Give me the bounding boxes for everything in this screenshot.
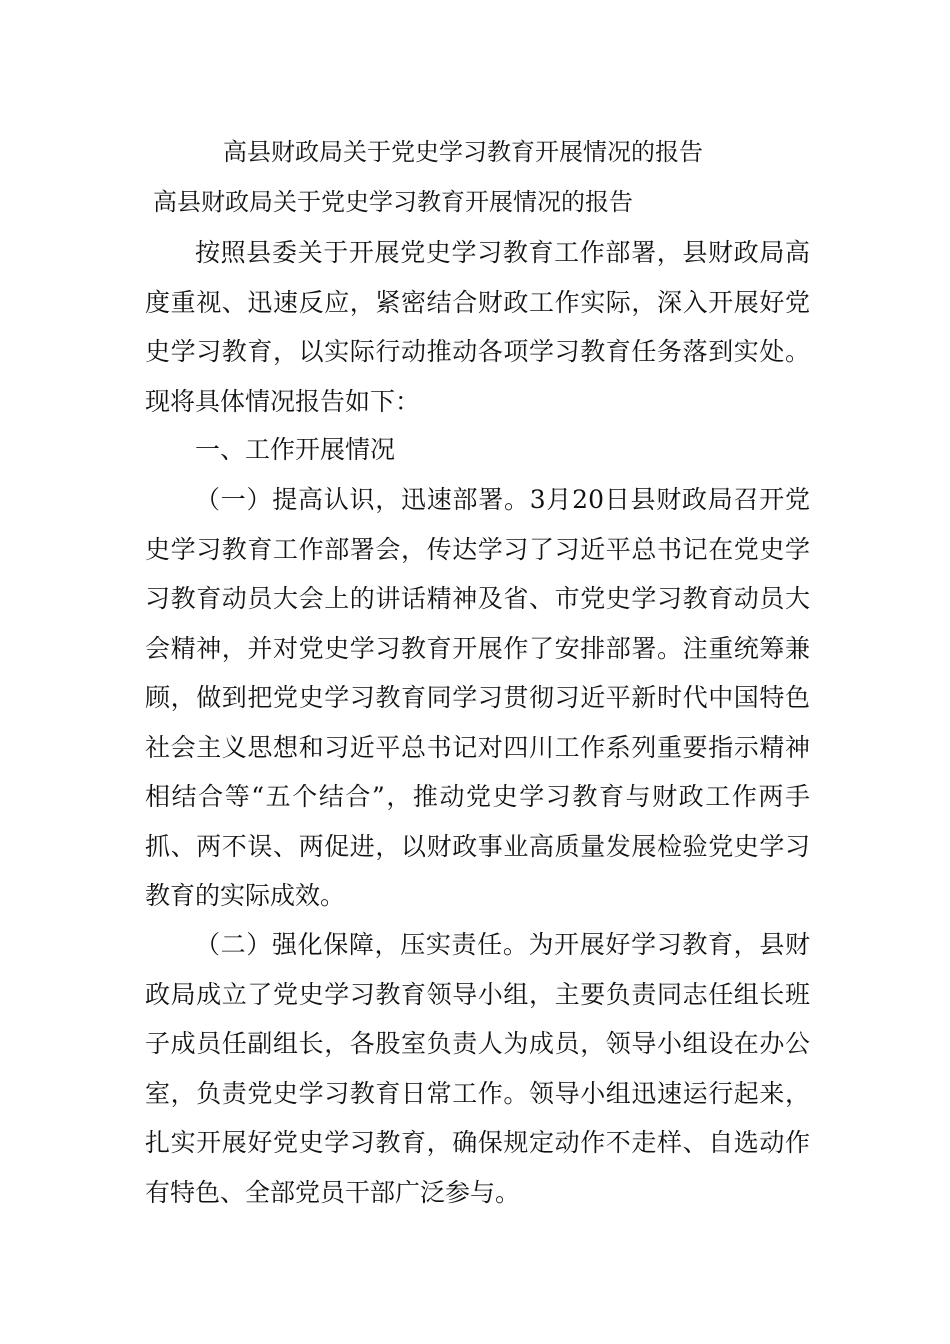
- section-paragraph-two: （二）强化保障，压实责任。为开展好学习教育，县财政局成立了党史学习教育领导小组，主要负责同志任组长班子成员任副组长，各股室负责人为成员，领导小组设在办公室，负责党史学习教育日常工作。领导小组迅速运行起来，扎实开展好党史学习教育，确保规定动作不走样、自选动作有特色、全部党员干部广泛参与。: [145, 930, 810, 1207]
- document-subtitle: 高县财政局关于党史学习教育开展情况的报告: [153, 188, 633, 216]
- intro-paragraph: 按照县委关于开展党史学习教育工作部署，县财政局高度重视、迅速反应，紧密结合财政工作实际，深入开展好党史学习教育，以实际行动推动各项学习教育任务落到实处。现将具体情况报告如下：: [145, 238, 810, 416]
- section-heading: 一、工作开展情况: [195, 435, 396, 464]
- section-paragraph-one: （一）提高认识，迅速部署。3月20日县财政局召开党史学习教育工作部署会，传达学习了习近平总书记在党史学习教育动员大会上的讲话精神及省、市党史学习教育动员大会精神，并对党史学习教育开展作了安排部署。注重统筹兼顾，做到把党史学习教育同学习贯彻习近平新时代中国特色社会主义思想和习近平总书记对四川工作系列重要指示精神相结合等“五个结合”，推动党史学习教育与财政工作两手抓、两不误、两促进，以财政事业高质量发展检验党史学习教育的实际成效。: [145, 485, 810, 910]
- document-title: 高县财政局关于党史学习教育开展情况的报告: [223, 138, 703, 166]
